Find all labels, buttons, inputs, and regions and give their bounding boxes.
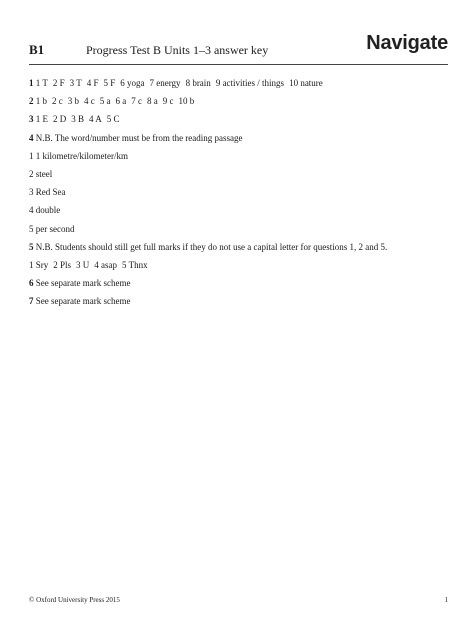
note-text: N.B. Students should still get full marks if they do not use a capital letter for questions 1, 2 and 5. — [35, 241, 388, 252]
answer-items — [29, 260, 153, 270]
answer-4-line: 3 Red Sea — [29, 187, 66, 198]
answer-key-content — [29, 74, 449, 311]
question-number: 4 — [29, 132, 34, 143]
answer-4-line: 4 double — [29, 205, 61, 216]
answer-item: 5 F — [103, 78, 116, 88]
answer-4-line: 1 1 kilometre/kilometer/km — [29, 150, 128, 161]
answer-item: 8 brain — [185, 78, 211, 88]
answer-item: 5 Thnx — [122, 260, 148, 271]
answer-item: 6 a — [115, 96, 127, 107]
answer-item: 4 asap — [94, 260, 118, 271]
note-text: N.B. The word/number must be from the reading passage — [35, 132, 243, 143]
answer-4-line: 5 per second — [29, 223, 75, 234]
answer-1 — [29, 74, 449, 92]
answer-3 — [29, 110, 449, 128]
answer-item: 1 T — [35, 78, 48, 88]
answer-item: 4 F — [86, 78, 99, 88]
answer-5-items — [29, 256, 449, 274]
answer-item: 7 energy — [149, 78, 181, 88]
page-number: 1 — [444, 596, 448, 604]
answer-item: 3 B — [71, 114, 85, 125]
question-number: 7 — [29, 296, 34, 307]
page-header — [29, 32, 448, 64]
page-footer — [29, 596, 448, 604]
answer-item: 8 a — [147, 96, 158, 107]
navigate-logo: Navigate — [366, 32, 448, 54]
answer-item: 6 yoga — [120, 78, 145, 88]
answer-item: 1 b — [35, 96, 47, 107]
answer-item: 5 a — [99, 96, 111, 107]
answer-item: 10 nature — [289, 78, 323, 88]
question-number: 6 — [29, 278, 34, 289]
answer-items — [36, 114, 125, 124]
answer-item: 2 c — [52, 96, 63, 107]
question-number: 3 — [29, 114, 34, 125]
answer-item: 1 Sry — [29, 260, 49, 271]
answer-item: 10 b — [178, 96, 195, 107]
answer-text: See separate mark scheme — [35, 278, 131, 289]
answer-item: 4 A — [89, 114, 102, 125]
question-number: 5 — [29, 241, 34, 252]
answer-item: 2 Pls — [53, 260, 72, 271]
document-title: Progress Test B Units 1–3 answer key — [86, 43, 269, 57]
answer-item: 2 D — [53, 114, 67, 125]
answer-item: 9 activities / things — [215, 78, 285, 88]
copyright-text: © Oxford University Press 2015 — [29, 596, 120, 604]
answer-5-note — [29, 238, 449, 256]
answer-item: 2 F — [52, 78, 65, 88]
level-label: B1 — [29, 42, 45, 57]
question-number: 1 — [29, 78, 34, 88]
answer-text: See separate mark scheme — [35, 296, 131, 307]
answer-item: 5 C — [106, 114, 120, 125]
answer-items — [36, 78, 328, 88]
answer-item: 7 c — [131, 96, 142, 107]
answer-4-line: 2 steel — [29, 169, 53, 180]
answer-item: 3 T — [69, 78, 82, 88]
question-number: 2 — [29, 96, 34, 107]
header-divider — [29, 64, 448, 65]
answer-item: 3 b — [67, 96, 79, 107]
answer-item: 1 E — [35, 114, 48, 125]
answer-7 — [29, 292, 449, 310]
answer-4-note — [29, 129, 449, 147]
answer-item: 3 U — [76, 260, 90, 271]
answer-items — [36, 96, 200, 106]
answer-item: 9 c — [162, 96, 174, 107]
answer-6 — [29, 274, 449, 292]
answer-item: 4 c — [84, 96, 95, 107]
answer-2 — [29, 92, 449, 110]
